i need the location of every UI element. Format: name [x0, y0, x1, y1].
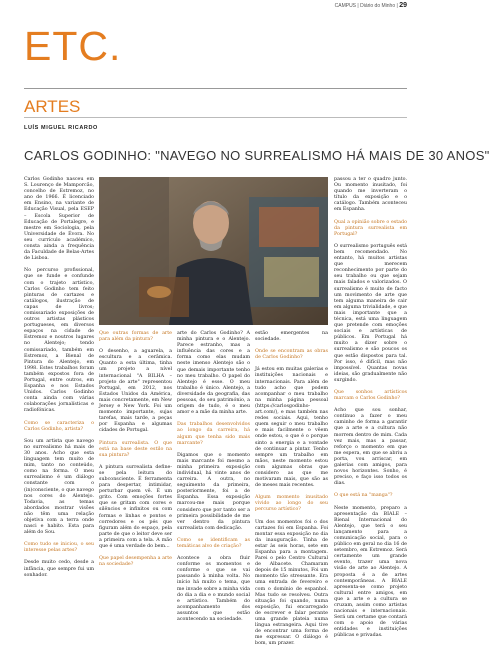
body-paragraph: O surrealismo português está bem recomendado. No entanto, há muitos artistas que merecem reconhecimento por parte do seu trabalho ou que sejam mais falados e valorizados. O surrealismo é muito de facto um movimento de arte que tem alguma maneira de cair em alguma trivialidade, e que mais importante que a técnica, está uma linguagem que pretende com emoções sociais e artísticas de públicos. Em Portugal há muito a dizer sobre o surrealismo e são poucos os que estão dispostos para tal. Por isso, é difícil, mas não impossível. Quantas novas ideias, são gradualmente não surgindo. — [334, 243, 407, 383]
body-paragraph: Digamos que o momento mais marcante foi mesmo a minha primeira exposição individual, há vinte anos de carreira. A outra, no seguimento da primeira, posteriormente, foi a de Espanha. Essa exposição marcou-me mais porque considero que por tanto ser a primeira possibilidade de me ver dentro da pintura surrealista com dedicação. — [177, 452, 250, 531]
article-column-3 — [177, 331, 250, 623]
body-paragraph: Carlos Godinho nasceu em S. Lourenço de Mamporcão, concelho de Estremoz, no ano de 1966. É licenciado em Ensino, na variante de Educação Visual, pela ESEP – Escola Superior de Educação de Portalegre, e mestre em Sociologia, pela Universidade de Évora. No seu currículo académico, consta ainda a frequência da Faculdade de Belas-Artes de Lisboa. — [24, 177, 94, 262]
section-rule — [24, 117, 407, 118]
page-number: 29 — [399, 2, 407, 9]
interview-question: Como se caracteriza o Carlos Godinho, artista? — [24, 420, 94, 432]
interview-question: Pintura surrealista. O que está na base deste estilo na sua pintura? — [99, 440, 172, 458]
article-column-5 — [334, 177, 407, 639]
body-paragraph: Um dos momentos foi o dos cartazes foi em Espanha. Foi montar essa exposição no dia da inauguração. Tinha de estar às seis horas, sete em Espanha para a montagem. Parei o pelo Centro Cultural de Albacete. Chamaram depois de 15 minutos, Foi um momento tão stressante. Era uma entrada de fevereiro e com o domínio de espanhol. Mas tudo se resolveu. Outra situação foi quando, numa exposição, fui encarregado de escrever e falar perante uma grande plateia numa língua estrangeira. Aqui tive de encontrar uma forma de me expressar. O diálogo é bom, um prazer. — [255, 519, 328, 647]
body-paragraph: Desde muito cedo, desde a infância, que sempre fui um sonhador. — [24, 560, 94, 578]
body-paragraph: passou a ter o quadro junto. Ou momento inusitado, foi quando me inverteram o título da exposição e o catálogo. Também aconteceu em Espanha. — [334, 177, 407, 213]
interview-question: Algum momento inusitado vivido ao longo do seu percurso artístico? — [255, 495, 328, 513]
body-paragraph: Acho que sou sonhar, continuo a fazer o meu caminho de forma a garantir que a arte e a cultura não morrem dentro de mim. Cada vez mais, mas a passar, reforço o momento em que me espera, em que se abriu a porta, vou arriscar, em galerias com amigos, para novos horizontes. Sonho, é preciso, e faço isso todos os dias. — [334, 408, 407, 487]
top-rule — [24, 88, 407, 89]
body-paragraph: Já estou em muitas galerias e instituições nacionais e internacionais. Para além de tudo acho que podem acompanhar o meu trabalho na minha página pessoal (https://carlosgodinho-art.com/), e mas também nas redes sociais. Aqui, tenho quem seguir o meu trabalho e mais facilmente o vêem onde estou, o que é o porque sinto a energia e a vontade de continuar a pintar. Tenho sempre um trabalho em mãos, neste momento estou com algumas obras que considero as que me motivaram mais, que são as de meses mais recentes. — [255, 367, 328, 489]
author-byline: LUÍS MIGUEL RICARDO — [24, 125, 98, 131]
interview-question: Que outras formas de arte para além da pintura? — [99, 331, 172, 343]
artist-photo-illustration — [99, 177, 328, 325]
body-paragraph: arte do Carlos Godinho? A minha pintura e o Alentejo. Parece estranho, mas a influência das cores e a forma como elas mudam neste imenso Alentejo são o que demais importante tenho no meu trabalho. O papel do Alentejo é esse. O meu trabalho é único. Alentejo, a diversidade da geografia, das pessoas, do seu património, a origem de tudo, é o meu amor e a mãe da minha arte. — [177, 331, 250, 416]
article-headline: CARLOS GODINHO: "NAVEGO NO SURREALISMO HÁ MAIS DE 30 ANOS" — [24, 148, 490, 163]
interview-question: Das trabalhos desenvolvidos ao longo da carreira, há algum que tenha sido mais marcante? — [177, 422, 250, 446]
issue-label: CAMPUS | Diário do Minho | — [334, 3, 398, 9]
interview-question: Onde se encontram as obras de Carlos Godinho? — [255, 349, 328, 361]
body-paragraph: No percurso profissional, que se funde e confunde com o trajeto artístico, Carlos Godinho tem feito pinturas de cartazes e catálogos, ilustração de capas de livros; comissariado exposições de outros artistas plásticos portugueses, em diversos espaços na cidade de Estremoz e noutros lugares no Alentejo; tendo comissariado, também em Estremoz, a Bienal de Pintura do Alentejo, em 1998. Estes trabalhos foram também expostos fora de Portugal, entre outros, em Espanha e nos Estados Unidos. Carlos Godinho conta ainda com várias colaborações jornalísticas e radiofónicas. — [24, 268, 94, 414]
body-paragraph: A pintura surrealista define-se pela leitura do subconsciente. É ferramenta para despertar, intimidar, perturbar quem vê. É um grito. Com emoções fortes que se gritam com cores e silêncios e infinitos ou com formas e linhas e pontos e corredores e os pés que figuram além do espaço, pela parte de que o leitor deve ser a primeira com a tela. A mão que é uma verdade do bem... — [99, 464, 172, 549]
article-column-2 — [99, 331, 172, 607]
interview-question: Qual a opinião sobre o estado da pintura surrealista em Portugal? — [334, 219, 407, 237]
artist-photo — [99, 177, 328, 325]
section-title: ARTES — [24, 97, 81, 116]
interview-question: Que sonhos artísticos marcam o Carlos Godinho? — [334, 390, 407, 402]
body-paragraph: O desenho, a aguarela, a escultura e a cerâmica. Quanto a esta última, tinha um projeto a nível internacional "A BILHA – projeto de arte" representou Portugal, em 2012, nos Estados Unidos da América, mais concretamente, em New Jersey e New York. Foi um momento importante, sujas tarefas, mais tarde, a peças por Espanha e algumas cidades de Portugal. — [99, 349, 172, 434]
body-paragraph: estão emergentes na sociedade. — [255, 331, 328, 343]
interview-question: O que está na "manga"? — [334, 493, 393, 499]
interview-question: Como tudo se iniciou, o seu interesse pelas artes? — [24, 542, 94, 554]
running-head — [335, 2, 407, 9]
interview-question: Como se identificam as temáticas alvo de criação? — [177, 537, 250, 549]
article-column-4 — [255, 331, 328, 647]
section-etc-title: ETC. — [24, 23, 122, 69]
interview-question: Que papel desempenha a arte na sociedade? — [99, 556, 172, 568]
body-paragraph: Neste momento, preparo a apresentação da BIALE – Bienal Internacional do Alentejo, que terá o seu lançamento para a comunicação social, para o público em geral no dia 16 de setembro, em Estremoz. Será certamente um grande evento, trazer uma nova visão de arte ao Alentejo. A proposta é a de artes contemporâneas. A BIALE apresenta-se como projeto cultural entre amigos, em que a arte e a cultura se cruzam, assim como artistas nacionais e internacionais. Será um certame que contará com o apoio de várias entidades e instituições públicas e privadas. — [334, 505, 407, 639]
body-paragraph: Sou um artista que navego no surrealismo há mais de 30 anos. Acho que esta linguagem tem muito de mim, tanto no conteúdo, como na forma. O meu surrealismo é um diálogo constante com o (in)consciente, o que navego nos cores do Alentejo. Todavia, as temas abordados mostrar visões não têm uma relação objetiva com a terra onde nasci e habito. Esta para além do Sou. — [24, 438, 94, 536]
article-column-1 — [24, 177, 94, 607]
body-paragraph: Acontece a obra fluir conforme os momentos e conforme o que se vai passando à minha volta. No início há muito o tema, que me invade sobre a minha vida do dia a dia e o mundo social e artístico. Também do acompanhamento dos assuntos que estão acontecendo na sociedade. — [177, 556, 250, 623]
